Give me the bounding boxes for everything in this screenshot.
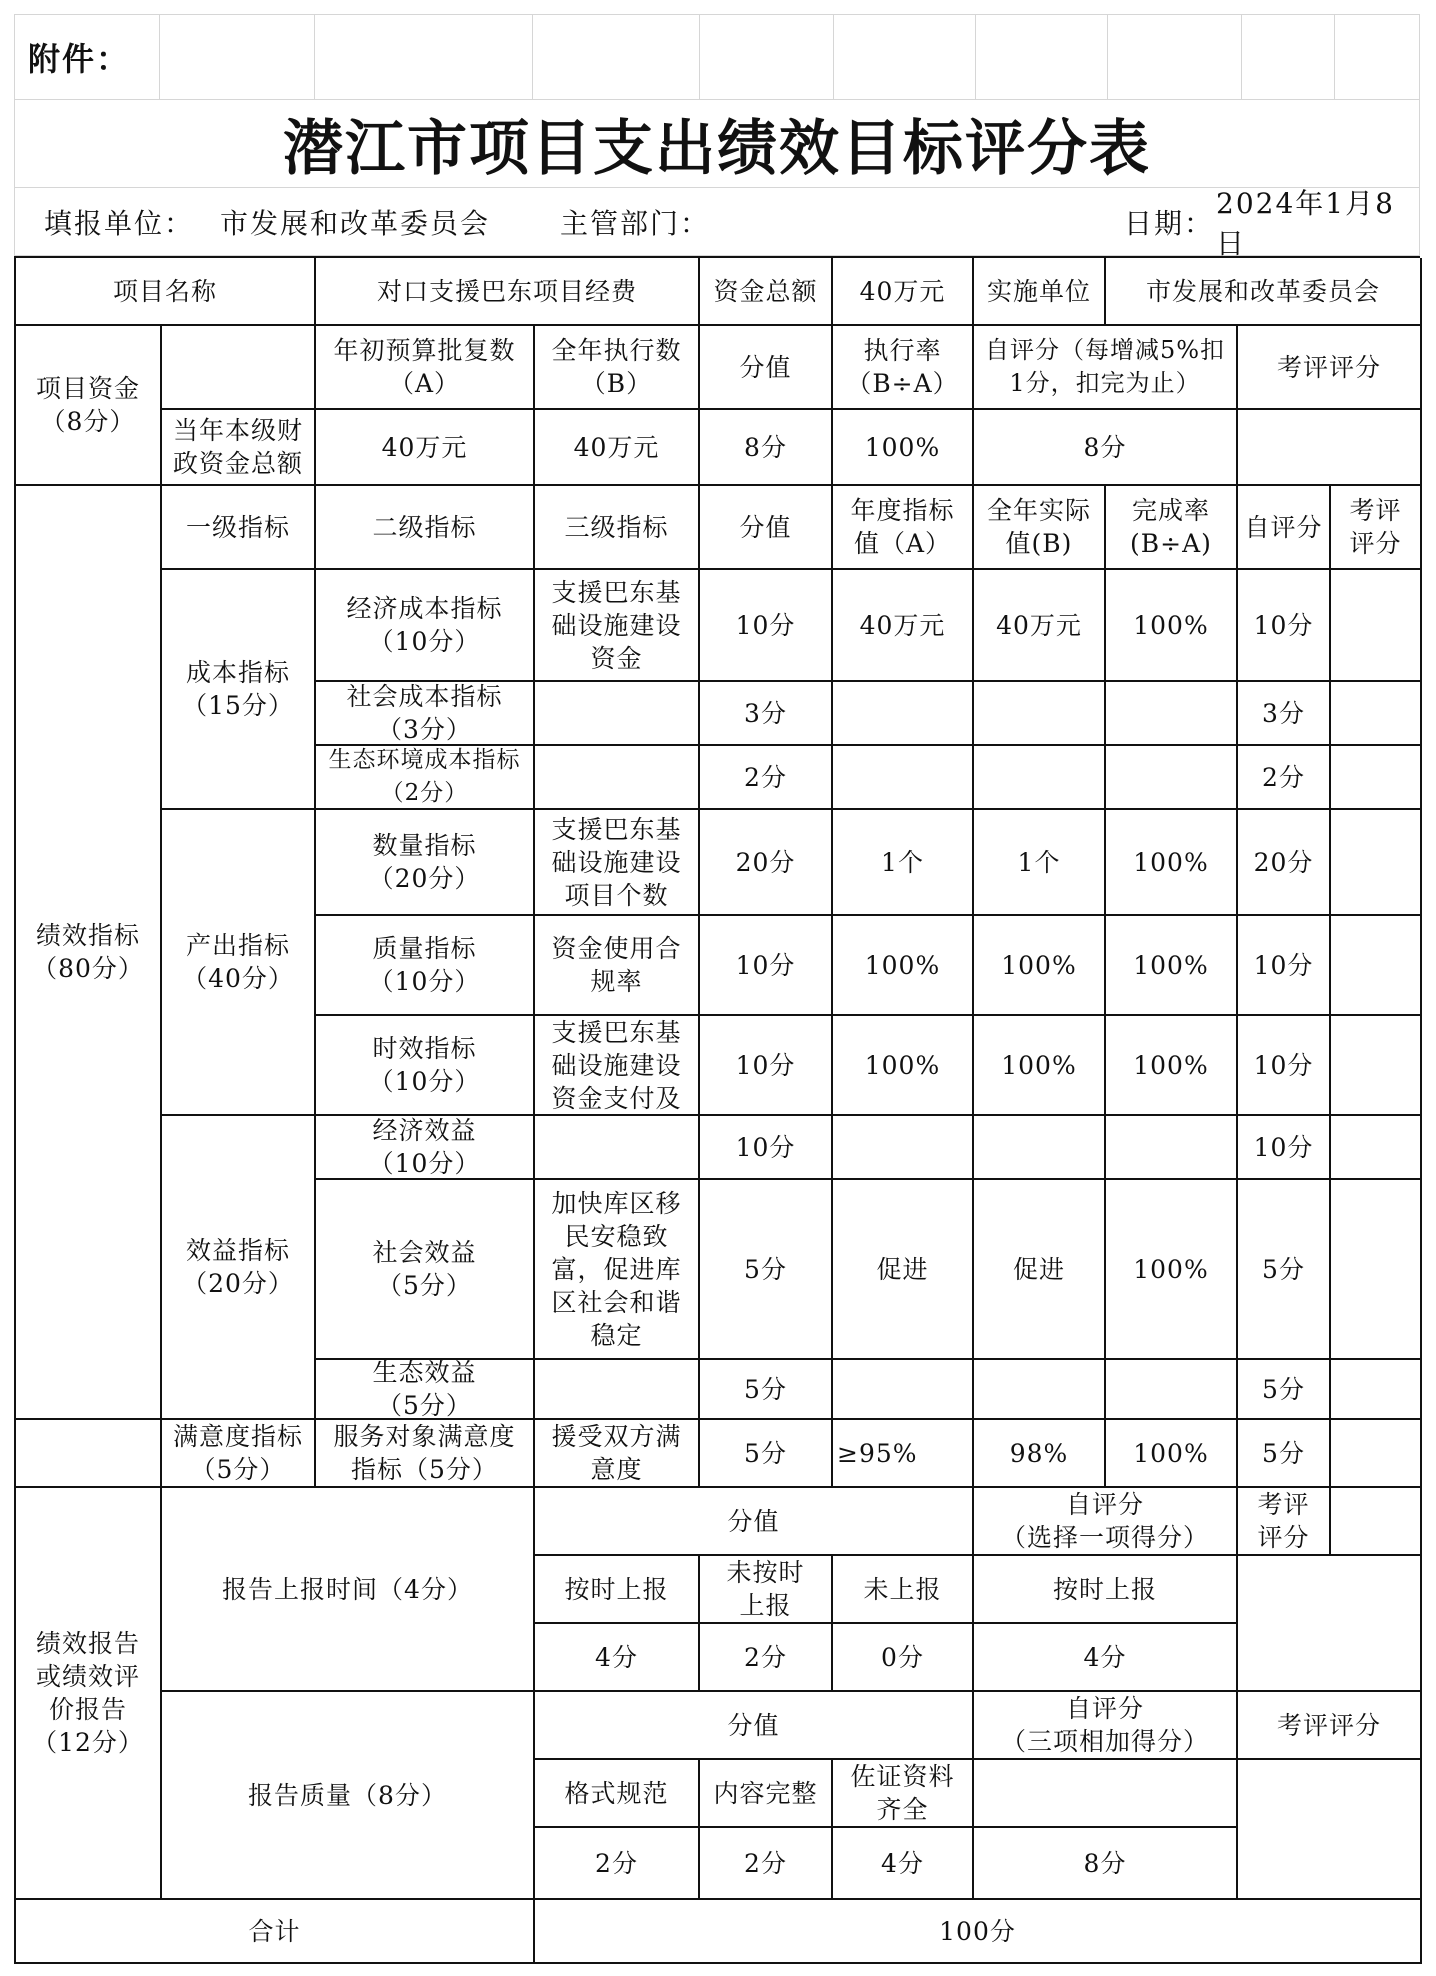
indicator-self-eval: 5分 — [1238, 1360, 1331, 1420]
satisfaction-score: 5分 — [700, 1420, 833, 1488]
gridline — [700, 14, 834, 100]
indicator-target — [833, 746, 974, 810]
funds-row-review — [1238, 410, 1422, 486]
gridline — [533, 14, 700, 100]
indicator-level2: 经济效益 （10分） — [316, 1116, 535, 1180]
perf-header-score: 分值 — [700, 486, 833, 570]
indicator-review — [1331, 746, 1422, 810]
group-benefit: 效益指标 （20分） — [162, 1116, 316, 1420]
indicator-level2: 数量指标 （20分） — [316, 810, 535, 916]
report-quality-self-header: 自评分 （三项相加得分） — [974, 1692, 1238, 1760]
gridline — [976, 14, 1108, 100]
perf-header-level1: 一级指标 — [162, 486, 316, 570]
funds-section-label: 项目资金 （8分） — [16, 326, 162, 486]
report-timing-self-header: 自评分 （选择一项得分） — [974, 1488, 1238, 1556]
indicator-level2: 社会效益 （5分） — [316, 1180, 535, 1360]
indicator-completion: 100% — [1106, 810, 1238, 916]
gridline — [1108, 14, 1242, 100]
funds-row-label: 当年本级财 政资金总额 — [162, 410, 316, 486]
indicator-score: 10分 — [700, 570, 833, 682]
funds-row-budget: 40万元 — [316, 410, 535, 486]
report-quality-label: 报告质量（8分） — [162, 1692, 535, 1900]
indicator-level2: 时效指标 （10分） — [316, 1016, 535, 1116]
perf-header-level2: 二级指标 — [316, 486, 535, 570]
indicator-review — [1331, 570, 1422, 682]
indicator-self-eval: 3分 — [1238, 682, 1331, 746]
timing-option-late: 未按时 上报 — [700, 1556, 833, 1624]
gridline — [1242, 14, 1335, 100]
timing-option-not-reported: 未上报 — [833, 1556, 974, 1624]
indicator-review — [1331, 1180, 1422, 1360]
indicator-self-eval: 10分 — [1238, 570, 1331, 682]
dept-label: 主管部门： — [560, 207, 711, 240]
indicator-score: 5分 — [700, 1180, 833, 1360]
indicator-self-eval: 10分 — [1238, 1016, 1331, 1116]
indicator-target — [833, 1116, 974, 1180]
indicator-target: 促进 — [833, 1180, 974, 1360]
page-title: 潜江市项目支出绩效目标评分表 — [283, 114, 1151, 184]
funds-header-budget: 年初预算批复数 （A） — [316, 326, 535, 410]
indicator-level3: 加快库区移 民安稳致 富，促进库 区社会和谐 稳定 — [535, 1180, 700, 1360]
indicator-level2: 生态环境成本指标 （2分） — [316, 746, 535, 810]
indicator-level3: 支援巴东基 础设施建设 资金支付及 — [535, 1016, 700, 1116]
indicator-review — [1331, 1116, 1422, 1180]
group-cost: 成本指标 （15分） — [162, 570, 316, 810]
perf-header-review: 考评 评分 — [1331, 486, 1422, 570]
fill-unit-value: 市发展和改革委员会 — [220, 207, 491, 240]
indicator-score: 10分 — [700, 916, 833, 1016]
satisfaction-level3: 援受双方满 意度 — [535, 1420, 700, 1488]
report-timing-review-header: 考评 评分 — [1238, 1488, 1331, 1556]
quality-self-score: 8分 — [974, 1828, 1238, 1900]
date-value: 2024年1月8日 — [1216, 187, 1395, 260]
indicator-completion — [1106, 746, 1238, 810]
indicator-completion: 100% — [1106, 1180, 1238, 1360]
indicator-actual: 100% — [974, 916, 1106, 1016]
performance-section-label: 绩效指标 （80分） — [16, 486, 162, 1420]
indicator-review — [1331, 916, 1422, 1016]
quality-option-evidence: 佐证资料 齐全 — [833, 1760, 974, 1828]
satisfaction-target: ≥95% — [833, 1420, 974, 1488]
indicator-actual: 40万元 — [974, 570, 1106, 682]
quality-score-content: 2分 — [700, 1828, 833, 1900]
timing-score-on-time: 4分 — [535, 1624, 700, 1692]
gridline — [1335, 14, 1420, 100]
indicator-actual — [974, 682, 1106, 746]
report-timing-score-header: 分值 — [535, 1488, 974, 1556]
indicator-self-eval: 20分 — [1238, 810, 1331, 916]
indicator-self-eval: 10分 — [1238, 916, 1331, 1016]
satisfaction-blank — [16, 1420, 162, 1488]
total-label: 合计 — [16, 1900, 535, 1964]
timing-review-score — [1238, 1556, 1422, 1692]
satisfaction-completion: 100% — [1106, 1420, 1238, 1488]
indicator-review — [1331, 810, 1422, 916]
indicator-review — [1331, 1016, 1422, 1116]
project-name-value: 对口支援巴东项目经费 — [316, 258, 700, 326]
perf-header-self-eval: 自评分 — [1238, 486, 1331, 570]
total-funds-value: 40万元 — [833, 258, 974, 326]
indicator-target — [833, 1360, 974, 1420]
indicator-score: 10分 — [700, 1016, 833, 1116]
indicator-review — [1331, 1360, 1422, 1420]
indicator-actual — [974, 1116, 1106, 1180]
indicator-level2: 社会成本指标 （3分） — [316, 682, 535, 746]
quality-score-evidence: 4分 — [833, 1828, 974, 1900]
indicator-target — [833, 682, 974, 746]
indicator-self-eval: 5分 — [1238, 1180, 1331, 1360]
attachment-label: 附件： — [28, 40, 131, 78]
fill-unit-label: 填报单位： — [44, 207, 195, 240]
impl-unit-value: 市发展和改革委员会 — [1106, 258, 1422, 326]
total-funds-label: 资金总额 — [700, 258, 833, 326]
timing-self-choice: 按时上报 — [974, 1556, 1238, 1624]
indicator-level2: 生态效益 （5分） — [316, 1360, 535, 1420]
group-output: 产出指标 （40分） — [162, 810, 316, 1116]
indicator-level3 — [535, 682, 700, 746]
satisfaction-review — [1331, 1420, 1422, 1488]
indicator-target: 100% — [833, 1016, 974, 1116]
funds-header-executed: 全年执行数 （B） — [535, 326, 700, 410]
report-timing-label: 报告上报时间（4分） — [162, 1488, 535, 1692]
report-timing-review-blank — [1331, 1488, 1422, 1556]
satisfaction-self-eval: 5分 — [1238, 1420, 1331, 1488]
gridline — [315, 14, 533, 100]
indicator-completion — [1106, 1360, 1238, 1420]
indicator-score: 2分 — [700, 746, 833, 810]
indicator-completion: 100% — [1106, 570, 1238, 682]
funds-row-rate: 100% — [833, 410, 974, 486]
indicator-self-eval: 2分 — [1238, 746, 1331, 810]
indicator-level3 — [535, 1116, 700, 1180]
satisfaction-level1: 满意度指标 （5分） — [162, 1420, 316, 1488]
quality-self-blank — [974, 1760, 1238, 1828]
funds-header-review: 考评评分 — [1238, 326, 1422, 410]
indicator-actual — [974, 1360, 1106, 1420]
total-value: 100分 — [535, 1900, 1422, 1964]
indicator-completion: 100% — [1106, 1016, 1238, 1116]
report-section-label: 绩效报告 或绩效评 价报告 （12分） — [16, 1488, 162, 1900]
funds-header-rate: 执行率 （B÷A） — [833, 326, 974, 410]
timing-score-not-reported: 0分 — [833, 1624, 974, 1692]
indicator-score: 5分 — [700, 1360, 833, 1420]
report-quality-score-header: 分值 — [535, 1692, 974, 1760]
funds-header-blank — [162, 326, 316, 410]
date-label: 日期： — [1124, 207, 1215, 240]
satisfaction-level2: 服务对象满意度 指标（5分） — [316, 1420, 535, 1488]
funds-row-self-eval: 8分 — [974, 410, 1238, 486]
indicator-target: 40万元 — [833, 570, 974, 682]
indicator-self-eval: 10分 — [1238, 1116, 1331, 1180]
indicator-completion — [1106, 682, 1238, 746]
indicator-score: 10分 — [700, 1116, 833, 1180]
funds-header-score: 分值 — [700, 326, 833, 410]
indicator-completion: 100% — [1106, 916, 1238, 1016]
indicator-level3 — [535, 1360, 700, 1420]
perf-header-annual-target: 年度指标 值（A） — [833, 486, 974, 570]
funds-row-score: 8分 — [700, 410, 833, 486]
indicator-actual: 1个 — [974, 810, 1106, 916]
indicator-level3: 资金使用合 规率 — [535, 916, 700, 1016]
indicator-level2: 质量指标 （10分） — [316, 916, 535, 1016]
report-quality-review-header: 考评评分 — [1238, 1692, 1422, 1760]
timing-score-late: 2分 — [700, 1624, 833, 1692]
quality-option-content: 内容完整 — [700, 1760, 833, 1828]
indicator-actual — [974, 746, 1106, 810]
quality-score-format: 2分 — [535, 1828, 700, 1900]
gridline — [834, 14, 976, 100]
indicator-review — [1331, 682, 1422, 746]
perf-header-level3: 三级指标 — [535, 486, 700, 570]
funds-row-executed: 40万元 — [535, 410, 700, 486]
perf-header-completion: 完成率 (B÷A) — [1106, 486, 1238, 570]
dept-value — [720, 188, 920, 256]
indicator-level3: 支援巴东基 础设施建设 资金 — [535, 570, 700, 682]
perf-header-actual: 全年实际 值(B) — [974, 486, 1106, 570]
funds-header-self-eval: 自评分（每增减5%扣 1分，扣完为止） — [974, 326, 1238, 410]
indicator-target: 1个 — [833, 810, 974, 916]
indicator-score: 20分 — [700, 810, 833, 916]
indicator-actual: 促进 — [974, 1180, 1106, 1360]
quality-review-score — [1238, 1760, 1422, 1900]
score-table — [14, 256, 1420, 1964]
quality-option-format: 格式规范 — [535, 1760, 700, 1828]
satisfaction-actual: 98% — [974, 1420, 1106, 1488]
project-name-label: 项目名称 — [16, 258, 316, 326]
indicator-completion — [1106, 1116, 1238, 1180]
indicator-level3: 支援巴东基 础设施建设 项目个数 — [535, 810, 700, 916]
indicator-level3 — [535, 746, 700, 810]
indicator-score: 3分 — [700, 682, 833, 746]
indicator-level2: 经济成本指标 （10分） — [316, 570, 535, 682]
indicator-actual: 100% — [974, 1016, 1106, 1116]
indicator-target: 100% — [833, 916, 974, 1016]
impl-unit-label: 实施单位 — [974, 258, 1106, 326]
timing-option-on-time: 按时上报 — [535, 1556, 700, 1624]
timing-self-score: 4分 — [974, 1624, 1238, 1692]
